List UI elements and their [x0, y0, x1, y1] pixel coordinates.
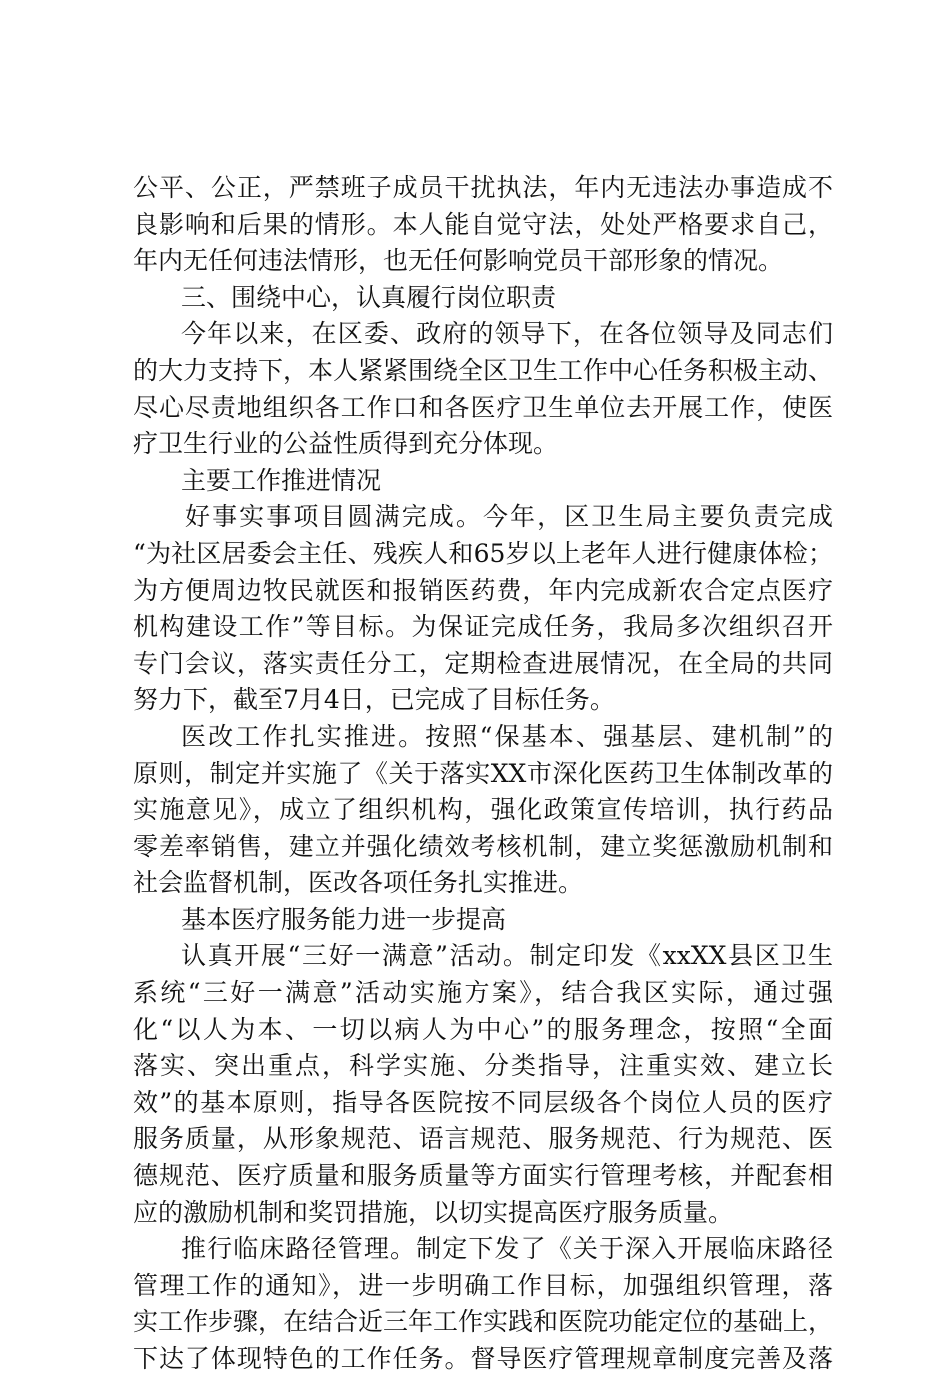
text-line: 良影响和后果的情形。本人能自觉守法，处处严格要求自己，: [133, 209, 833, 239]
text-line: 系统“三好一满意”活动实施方案》，结合我区实际，通过强: [133, 978, 833, 1008]
text-line: 三、围绕中心，认真履行岗位职责: [181, 282, 557, 312]
document-body: [133, 170, 833, 1378]
text-line: 今年以来，在区委、政府的领导下，在各位领导及同志们: [181, 319, 833, 349]
text-line: 疗卫生行业的公益性质得到充分体现。: [133, 429, 559, 459]
text-line: 专门会议，落实责任分工，定期检查进展情况，在全局的共同: [133, 648, 833, 678]
text-line: 基本医疗服务能力进一步提高: [181, 904, 507, 934]
text-line: 实施意见》，成立了组织机构，强化政策宣传培训，执行药品: [133, 795, 833, 825]
text-line: 的大力支持下，本人紧紧围绕全区卫生工作中心任务积极主动、: [133, 355, 834, 385]
text-line: 认真开展“三好一满意”活动。制定印发《xxXX县区卫生: [181, 941, 833, 971]
text-line: 推行临床路径管理。制定下发了《关于深入开展临床路径: [181, 1234, 833, 1264]
text-line: 公平、公正，严禁班子成员干扰执法，年内无违法办事造成不: [133, 173, 833, 202]
text-line: 下达了体现特色的工作任务。督导医疗管理规章制度完善及落: [133, 1344, 833, 1373]
text-line: 原则，制定并实施了《关于落实XX市深化医药卫生体制改革的: [133, 758, 833, 788]
text-line: “为社区居委会主任、残疾人和65岁以上老年人进行健康体检；: [133, 538, 833, 568]
text-line: 医改工作扎实推进。按照“保基本、强基层、建机制”的: [181, 721, 833, 751]
text-line: 尽心尽责地组织各工作口和各医疗卫生单位去开展工作，使医: [133, 392, 833, 422]
text-line: 社会监督机制，医改各项任务扎实推进。: [133, 868, 584, 898]
text-line: 实工作步骤，在结合近三年工作实践和医院功能定位的基础上，: [133, 1307, 834, 1337]
text-line: 主要工作推进情况: [181, 465, 382, 495]
text-line: 应的激励机制和奖罚措施，以切实提高医疗服务质量。: [133, 1197, 734, 1227]
text-line: 德规范、医疗质量和服务质量等方面实行管理考核，并配套相: [133, 1161, 833, 1191]
text-line: 化“以人为本、一切以病人为中心”的服务理念，按照“全面: [133, 1014, 833, 1044]
text-line: 零差率销售，建立并强化绩效考核机制，建立奖惩激励机制和: [133, 831, 833, 861]
text-line: 努力下，截至7月4日，已完成了目标任务。: [133, 685, 615, 715]
text-line: 服务质量，从形象规范、语言规范、服务规范、行为规范、医: [133, 1124, 833, 1154]
text-line: 落实、突出重点，科学实施、分类指导，注重实效、建立长: [133, 1051, 833, 1081]
text-line: 管理工作的通知》，进一步明确工作目标，加强组织管理，落: [133, 1270, 833, 1300]
text-line: 好事实事项目圆满完成。今年，区卫生局主要负责完成: [185, 502, 833, 532]
text-line: 机构建设工作”等目标。为保证完成任务，我局多次组织召开: [133, 612, 833, 642]
text-line: 年内无任何违法情形，也无任何影响党员干部形象的情况。: [133, 246, 784, 276]
text-line: 效”的基本原则，指导各医院按不同层级各个岗位人员的医疗: [133, 1087, 833, 1117]
text-line: 为方便周边牧民就医和报销医药费，年内完成新农合定点医疗: [133, 575, 833, 605]
